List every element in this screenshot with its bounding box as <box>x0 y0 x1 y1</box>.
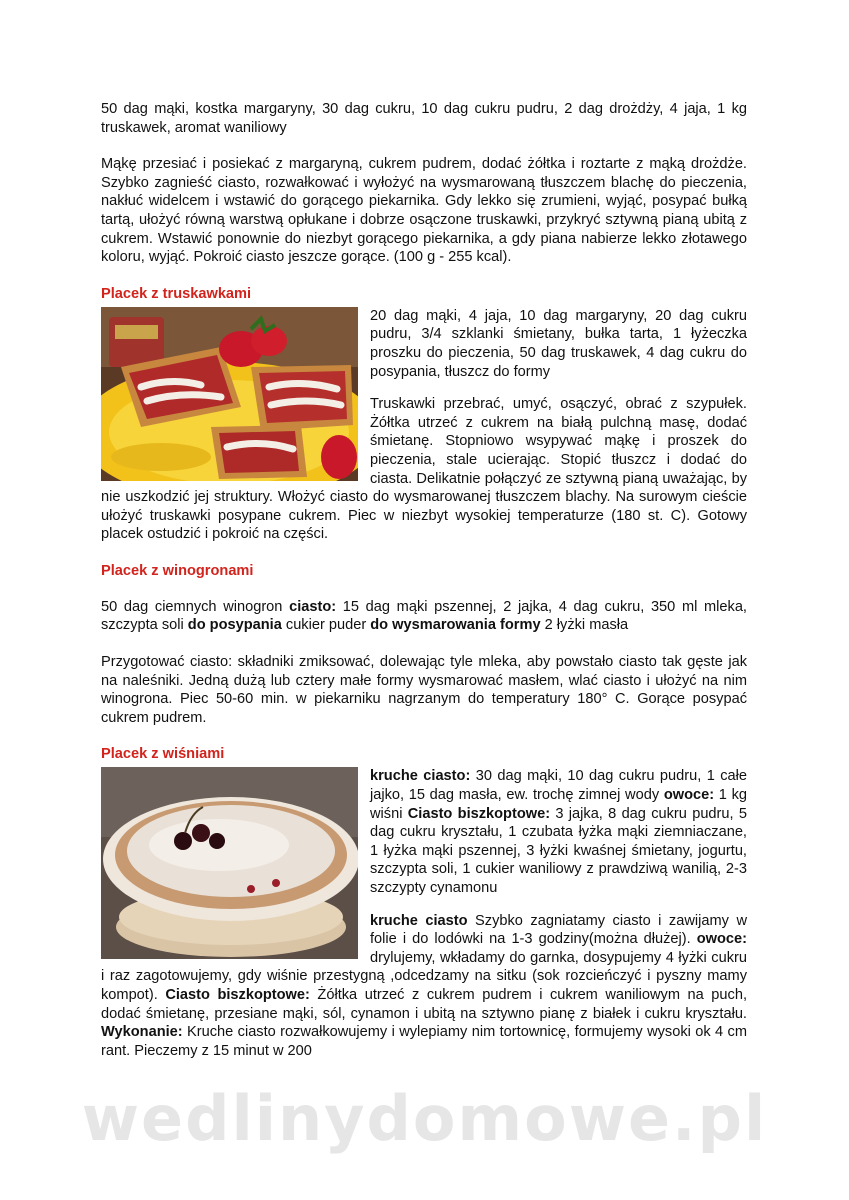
cherry-tart-photo <box>101 767 358 959</box>
truskawki-method: Truskawki przebrać, umyć, osączyć, obrać z szypułek. Żółtka utrzeć z cukrem na białą pulchną masę, dodać śmietanę. Stopniowo wsypywać mąkę i proszek do pieczenia, stale ucierając. Stopić tłuszcz i dodać do ciasta. Delikatnie połączyć ze sztywną pianą uważając, by nie uszkodzić jej struktury. Włożyć ciasto do wysmarowanej tłuszczem blachy. Na surowym cieście ułożyć truskawki posypane cukrem. Piec w niezbyt wysokiej temperaturze (180 st. C). Gotowy placek ostudzić i pokroić na części. <box>101 396 747 543</box>
strawberry-cake-photo <box>101 307 358 481</box>
intro-ingredients: 50 dag mąki, kostka margaryny, 30 dag cukru, 10 dag cukru pudru, 2 dag drożdży, 4 jaja, 1 kg truskawek, aromat waniliowy <box>101 101 747 136</box>
recipe-wisnie <box>101 767 747 1060</box>
winogrona-ingredients: 50 dag ciemnych winogron ciasto: 15 dag mąki pszennej, 2 jajka, 4 dag cukru, 350 ml mleka, szczypta soli do posypania cukier puder do wysmarowania formy 2 łyżki masła <box>101 598 747 634</box>
truskawki-ingredients: 20 dag mąki, 4 jaja, 10 dag margaryny, 20 dag cukru pudru, 3/4 szklanki śmietany, bułka tarta, 1 łyżeczka proszku do pieczenia, 50 dag truskawek, 4 dag cukru do posypania, tłuszcz do formy <box>370 307 747 380</box>
wisnie-method: kruche ciasto Szybko zagniatamy ciasto i zawijamy w folie i do lodówki na 1-3 godziny(można dłużej). owoce: drylujemy, wkładamy do garnka, dosypujemy 4 łyżki cukru i raz zagotowujemy, gdy wiśnie przestygną ,odcedzamy na sitku (sok rozcieńczyć i pyszny mamy kompot). Ciasto biszkoptowe: Żółtka utrzeć z cukrem pudrem i cukrem waniliowym na puch, dodać śmietanę, przesiane mąki, sól, cynamon i ubitą na sztywno pianę z białek i cukru kryształu. Wykonanie: Kruche ciasto rozwałkowujemy i wylepiamy nim tortownicę, formujemy wysoki ok 4 cm rant. Pieczemy z 15 minut w 200 <box>101 912 747 1059</box>
intro-method: Mąkę przesiać i posiekać z margaryną, cukrem pudrem, dodać żółtka i roztarte z mąką drożdże. Szybko zagnieść ciasto, rozwałkować i wyłożyć na wysmarowaną tłuszczem blachę do pieczenia, nakłuć widelcem i wstawić do gorącego piekarnika. Gdy lekko się zrumieni, wyjąć, posypać bułką tartą, ułożyć równą warstwą opłukane i dobrze osączone truskawki, przykryć sztywną pianą ubitą z cukrem. Wstawić ponownie do niezbyt gorącego piekarnika, a gdy piana nabierze lekko złotawego koloru, wyjąć. Pokroić ciasto jeszcze gorące. (100 g - 255 kcal). <box>101 156 747 266</box>
winogrona-method: Przygotować ciasto: składniki zmiksować, dolewając tyle mleka, aby powstało ciasto tak gęste jak na naleśniki. Jedną dużą lub cztery małe formy wysmarować masłem, wlać ciasto i ułożyć na nim winogrona. Piec 50-60 min. w piekarniku nagrzanym do temperatury 180° C. Gorące posypać cukrem pudrem. <box>101 654 747 726</box>
recipe-page <box>101 100 747 1060</box>
recipe-title-winogrona: Placek z winogronami <box>101 562 254 579</box>
recipe-title-wisnie: Placek z wiśniami <box>101 746 225 763</box>
recipe-truskawki <box>101 307 747 544</box>
recipe-title-truskawki: Placek z truskawkami <box>101 285 252 302</box>
watermark: wedlinydomowe.pl <box>81 1082 768 1155</box>
wisnie-ingredients: kruche ciasto: 30 dag mąki, 10 dag cukru pudru, 1 całe jajko, 15 dag masła, ew. trochę zimnej wody owoce: 1 kg wiśni Ciasto biszkoptowe: 3 jajka, 8 dag cukru pudru, 5 dag cukru kryształu, 1 czubata łyżka mąki ziemniaczane, 1 łyżka mąki pszennej, 3 łyżki kwaśnej śmietany, jogurtu, szczypta soli, 1 cukier waniliowy z prawdziwą wanilią, 2-3 szczypty cynamonu <box>370 768 747 896</box>
